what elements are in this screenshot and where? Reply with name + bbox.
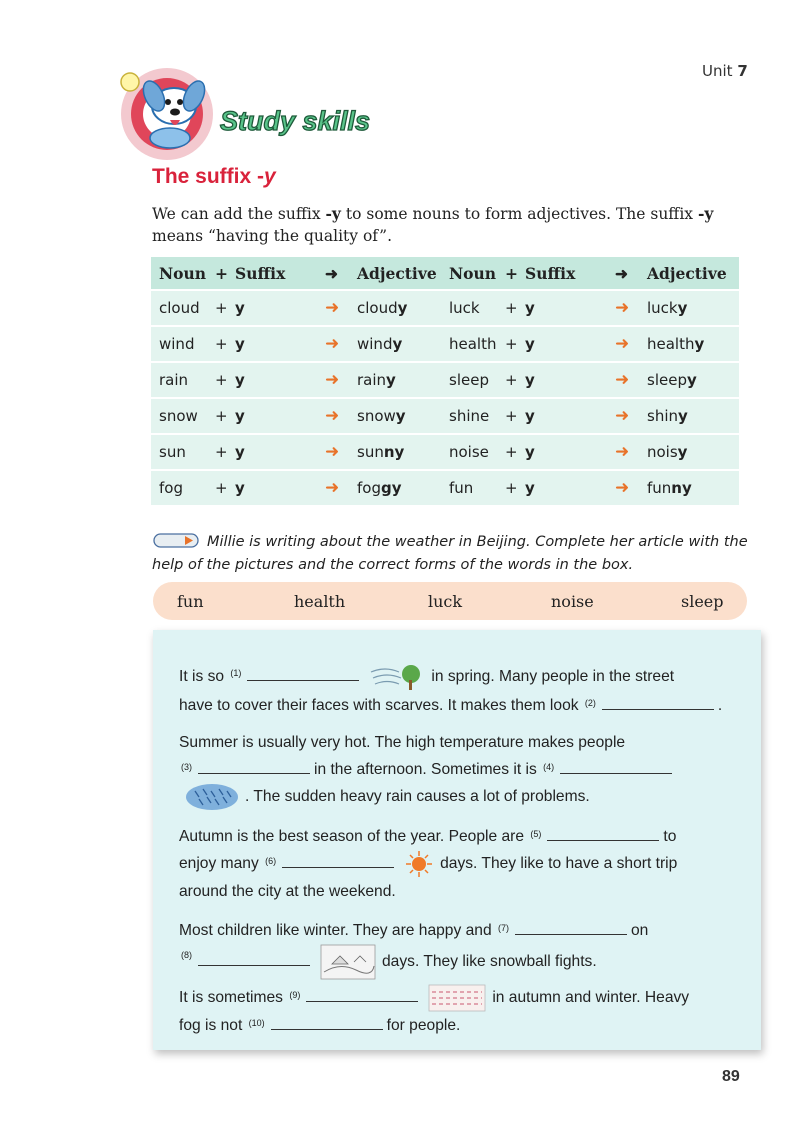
section-title: The suffix -y (152, 165, 276, 188)
arrow-icon: ➜ (325, 399, 357, 433)
suffix-cell: y (235, 471, 325, 505)
suffix-cell: y (525, 363, 615, 397)
answer-blank[interactable] (602, 696, 714, 710)
table-header (441, 257, 739, 289)
table-row (151, 363, 449, 397)
table-row (441, 327, 739, 361)
intro-text: We can add the suffix -y to some nouns to form adjectives. The suffix -y means “having the quality of”. (152, 204, 714, 245)
arrow-icon: ➜ (615, 471, 647, 505)
adjective-cell: noisy (647, 435, 739, 469)
arrow-icon: ➜ (325, 257, 357, 289)
answer-blank[interactable] (515, 921, 627, 935)
adjective-cell: funny (647, 471, 739, 505)
suffix-cell: y (235, 291, 325, 325)
header-plus: + (505, 257, 525, 289)
answer-blank[interactable] (247, 667, 359, 681)
arrow-icon: ➜ (325, 363, 357, 397)
fog-picture (428, 984, 486, 1012)
plus-cell: + (215, 435, 235, 469)
suffix-cell: y (525, 435, 615, 469)
table-row (441, 363, 739, 397)
table-row (151, 327, 449, 361)
suffix-cell: y (235, 327, 325, 361)
adjective-cell: foggy (357, 471, 449, 505)
answer-blank[interactable] (198, 760, 310, 774)
suffix-cell: y (525, 471, 615, 505)
noun-cell: noise (441, 435, 505, 469)
table-row (151, 291, 449, 325)
plus-cell: + (505, 291, 525, 325)
plus-cell: + (505, 435, 525, 469)
suffix-table-right (441, 255, 739, 507)
plus-cell: + (215, 471, 235, 505)
header-adjective: Adjective (357, 257, 449, 289)
word-box-item: health (294, 592, 346, 611)
answer-blank[interactable] (306, 988, 418, 1002)
header-adjective: Adjective (647, 257, 739, 289)
arrow-icon: ➜ (325, 435, 357, 469)
unit-label: Unit 7 (702, 62, 748, 80)
paragraph-summer: Summer is usually very hot. The high temperature makes people $^{(3)}$ in the afternoon. Sometimes it is $^{(4)}$ . The sudden heavy rain causes a lot of problems. (179, 729, 739, 811)
article-box (153, 630, 761, 1050)
answer-blank[interactable] (547, 827, 659, 841)
adjective-cell: lucky (647, 291, 739, 325)
adjective-cell: windy (357, 327, 449, 361)
header-noun: Noun (441, 257, 505, 289)
header-suffix: Suffix (235, 257, 325, 289)
snow-picture (320, 944, 376, 980)
plus-cell: + (215, 363, 235, 397)
answer-blank[interactable] (560, 760, 672, 774)
header-plus: + (215, 257, 235, 289)
page-number: 89 (722, 1068, 740, 1085)
paragraph-fog: It is sometimes $^{(9)}$ in autumn and winter. Heavy fog is not $^{(10)}$ for people. (179, 984, 739, 1039)
word-box-item: noise (551, 592, 594, 611)
arrow-icon: ➜ (615, 435, 647, 469)
noun-cell: shine (441, 399, 505, 433)
logo-title: Study skills (220, 106, 371, 136)
table-header (151, 257, 449, 289)
noun-cell: sun (151, 435, 215, 469)
plus-cell: + (215, 291, 235, 325)
adjective-cell: healthy (647, 327, 739, 361)
adjective-cell: shiny (647, 399, 739, 433)
noun-cell: wind (151, 327, 215, 361)
arrow-icon: ➜ (325, 327, 357, 361)
word-box-item: luck (428, 592, 463, 611)
answer-blank[interactable] (198, 952, 310, 966)
noun-cell: snow (151, 399, 215, 433)
sun-picture (404, 850, 434, 878)
noun-cell: cloud (151, 291, 215, 325)
study-skills-logo (112, 62, 392, 162)
windy-tree-picture (369, 662, 425, 692)
arrow-icon: ➜ (615, 327, 647, 361)
table-row (151, 471, 449, 505)
noun-cell: fog (151, 471, 215, 505)
header-noun: Noun (151, 257, 215, 289)
word-box (153, 582, 747, 620)
noun-cell: health (441, 327, 505, 361)
plus-cell: + (215, 327, 235, 361)
table-row (151, 435, 449, 469)
noun-cell: fun (441, 471, 505, 505)
answer-blank[interactable] (271, 1016, 383, 1030)
header-suffix: Suffix (525, 257, 615, 289)
adjective-cell: cloudy (357, 291, 449, 325)
arrow-icon: ➜ (615, 257, 647, 289)
noun-cell: sleep (441, 363, 505, 397)
suffix-cell: y (525, 399, 615, 433)
paragraph-winter: Most children like winter. They are happy and $^{(7)}$ on $^{(8)}$ days. They like snowball fights. (179, 917, 739, 980)
suffix-cell: y (235, 363, 325, 397)
rain-picture (185, 783, 239, 811)
table-row (441, 399, 739, 433)
suffix-cell: y (525, 291, 615, 325)
suffix-cell: y (525, 327, 615, 361)
suffix-cell: y (235, 399, 325, 433)
suffix-table-left (151, 255, 449, 507)
arrow-icon: ➜ (615, 399, 647, 433)
adjective-cell: sleepy (647, 363, 739, 397)
adjective-cell: snowy (357, 399, 449, 433)
suffix-cell: y (235, 435, 325, 469)
adjective-cell: rainy (357, 363, 449, 397)
word-box-item: sleep (681, 592, 724, 611)
paragraph-spring: It is so $^{(1)}$ in spring. Many people in the street have to cover their faces with scarves. It makes them look $^{(2)}$ . (179, 662, 739, 719)
plus-cell: + (505, 471, 525, 505)
plus-cell: + (505, 327, 525, 361)
noun-cell: rain (151, 363, 215, 397)
noun-cell: luck (441, 291, 505, 325)
instruction-text: Millie is writing about the weather in Beijing. Complete her article with the help of the pictures and the correct forms of the words in the box. (152, 534, 748, 573)
arrow-icon: ➜ (325, 471, 357, 505)
table-row (441, 291, 739, 325)
arrow-icon: ➜ (615, 291, 647, 325)
adjective-cell: sunny (357, 435, 449, 469)
plus-cell: + (505, 363, 525, 397)
word-box-item: fun (177, 592, 204, 611)
arrow-icon: ➜ (325, 291, 357, 325)
plus-cell: + (215, 399, 235, 433)
table-row (441, 471, 739, 505)
answer-blank[interactable] (282, 854, 394, 868)
arrow-icon: ➜ (615, 363, 647, 397)
table-row (151, 399, 449, 433)
table-row (441, 435, 739, 469)
paragraph-autumn: Autumn is the best season of the year. People are $^{(5)}$ to enjoy many $^{(6)}$ days. They like to have a short trip around the city at the weekend. (179, 828, 678, 900)
plus-cell: + (505, 399, 525, 433)
